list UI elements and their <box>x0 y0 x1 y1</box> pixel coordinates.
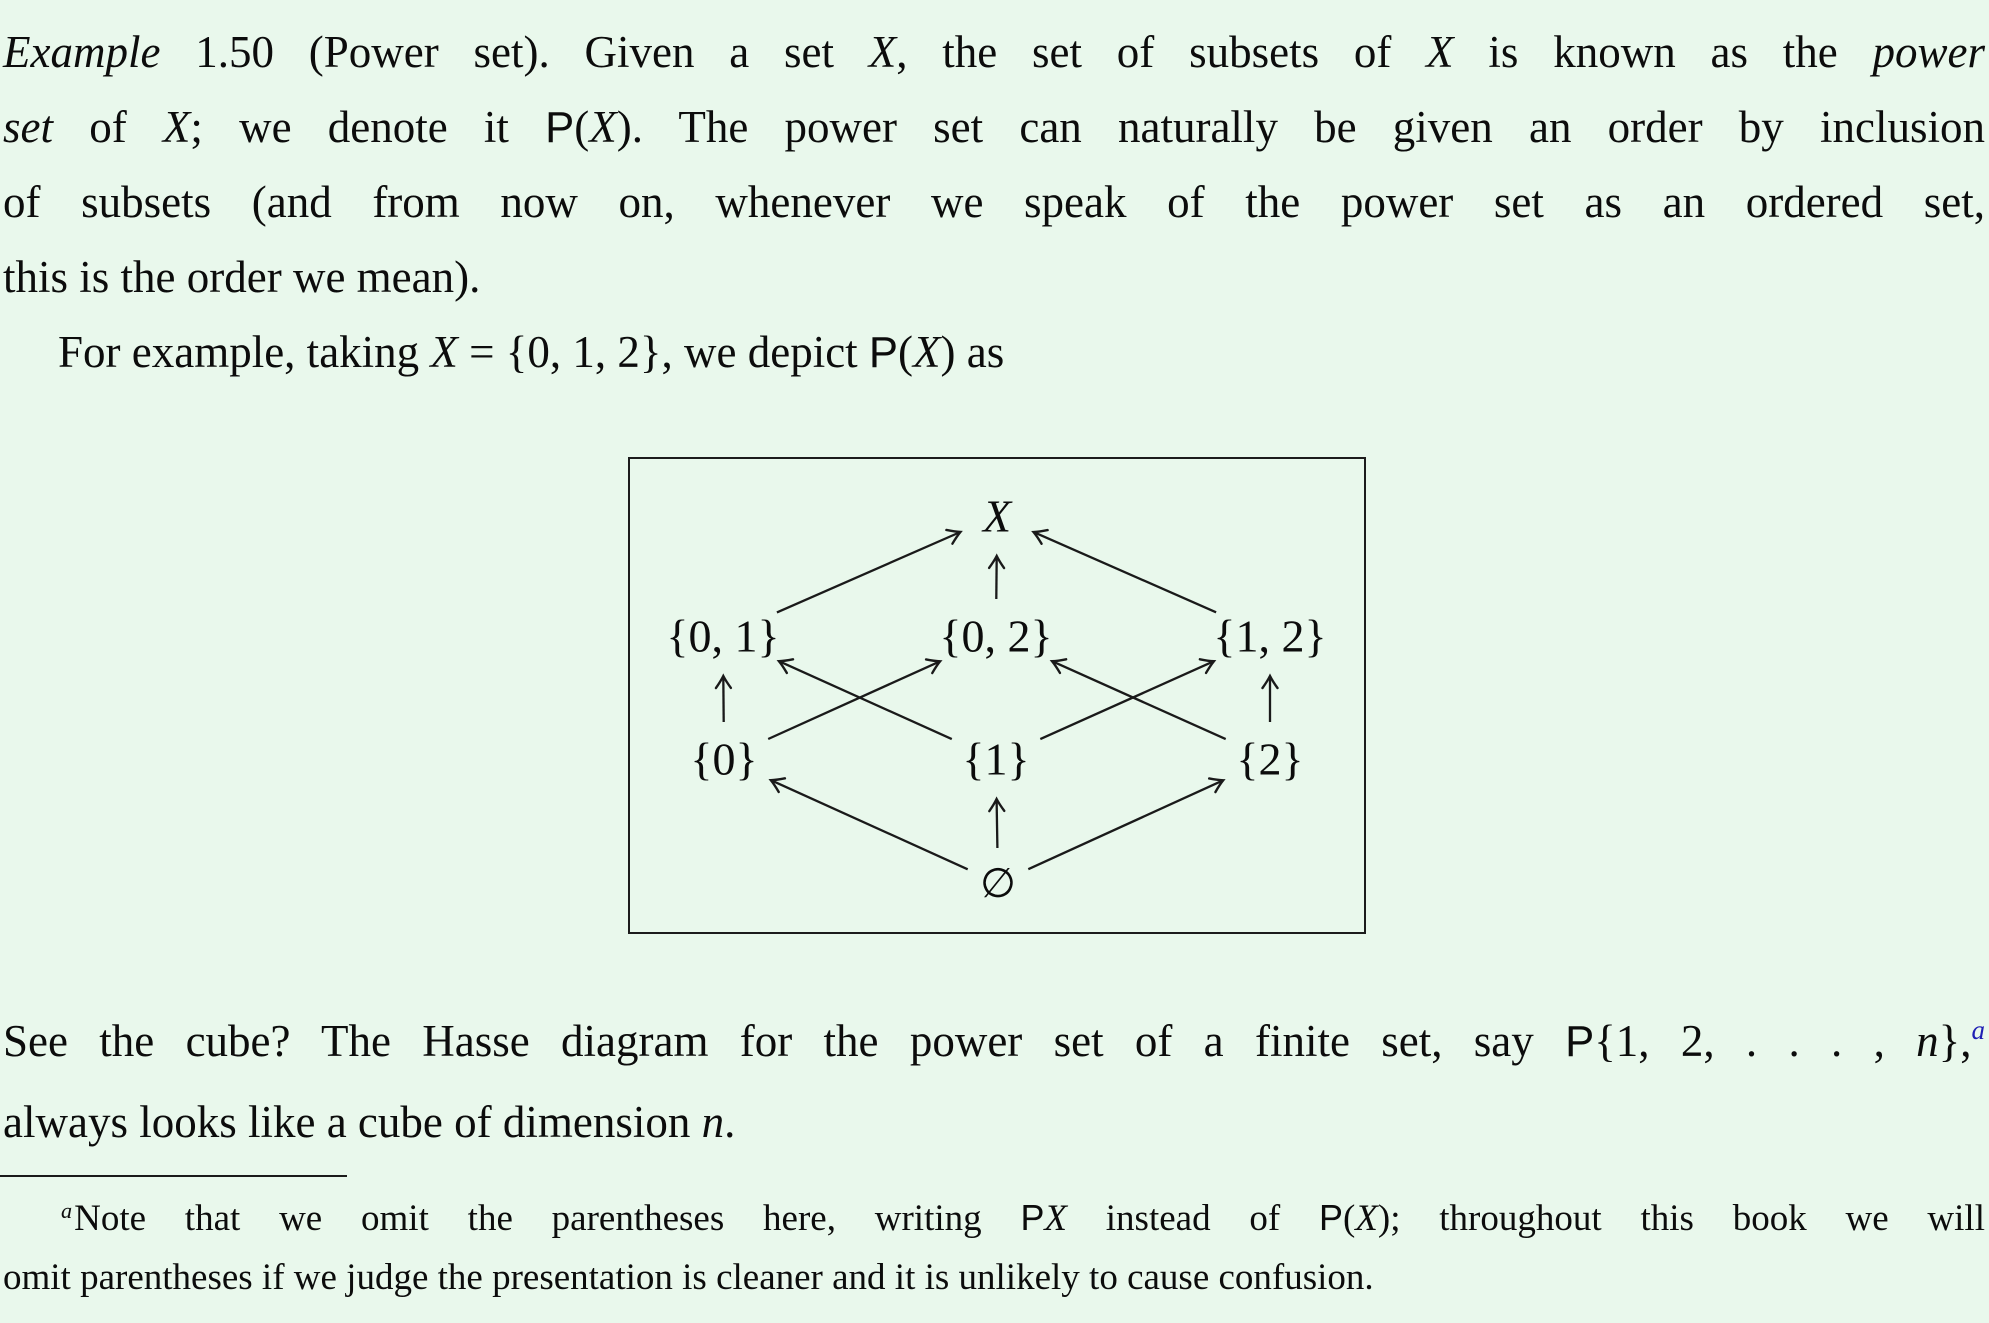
example-line-3 <box>3 165 1985 240</box>
text-segment: X <box>1355 1198 1378 1239</box>
see-cube-line-1 <box>3 1004 1985 1085</box>
text-segment: ( <box>898 327 914 377</box>
footnote-marker-link[interactable]: a <box>1971 1015 1985 1046</box>
text-segment: X <box>589 102 617 152</box>
footnote-marker: a <box>61 1197 73 1223</box>
footnote-line-1 <box>3 1191 1985 1250</box>
inclusion-arrow-s1-to-p01 <box>779 661 952 739</box>
diagram-node-s0: {0} <box>690 733 758 785</box>
text-segment: is known as the <box>1453 27 1873 77</box>
inclusion-arrow-empty-to-s1 <box>997 799 998 848</box>
text-segment: X <box>162 102 191 152</box>
text-segment: of <box>53 102 163 152</box>
text-segment: }, <box>1938 1016 1972 1066</box>
text-segment: omit parentheses if we judge the presentation is cleaner and it is unlikely to cause confusion. <box>3 1257 1374 1298</box>
diagram-node-p12: {1, 2} <box>1213 610 1327 662</box>
footnote-a <box>3 1191 1985 1305</box>
inclusion-arrow-s0-to-p02 <box>768 661 940 739</box>
text-segment: this is the order we mean). <box>3 252 481 302</box>
text-segment: {1, 2, . . . , <box>1594 1016 1917 1066</box>
inclusion-arrow-empty-to-s2 <box>1028 780 1223 869</box>
text-segment: ; we denote it <box>190 102 546 152</box>
for-example-line <box>3 315 1985 390</box>
text-segment: ). The power set can naturally be given an order by inclusion <box>616 102 1985 152</box>
text-segment: Example <box>3 27 161 77</box>
text-segment: Note that we omit the parentheses here, writing <box>74 1198 1021 1239</box>
example-line-4 <box>3 240 1985 315</box>
text-segment: ( <box>574 102 590 152</box>
text-segment: X <box>430 327 458 377</box>
text-segment: P <box>545 103 575 152</box>
text-segment: X <box>1426 27 1454 77</box>
text-segment: of subsets (and from now on, whenever we speak of the power set as an ordered set, <box>3 177 1985 227</box>
paragraph-see-the-cube <box>3 1004 1985 1160</box>
hasse-diagram-box <box>628 457 1366 934</box>
diagram-node-p02: {0, 2} <box>939 610 1053 662</box>
text-segment: ( <box>1342 1198 1356 1239</box>
text-segment: , the set of subsets of <box>896 27 1427 77</box>
diagram-node-s1: {1} <box>962 733 1030 785</box>
text-segment: P <box>1020 1198 1045 1238</box>
footnote-rule <box>0 1175 347 1177</box>
diagram-node-p01: {0, 1} <box>666 610 780 662</box>
footnote-line-2 <box>3 1250 1985 1305</box>
diagram-node-X: X <box>982 490 1012 542</box>
diagram-node-s2: {2} <box>1236 733 1304 785</box>
inclusion-arrow-p01-to-X <box>777 532 961 612</box>
text-segment: X <box>1044 1198 1067 1239</box>
text-segment: P <box>1319 1198 1343 1238</box>
text-segment: 1.50 (Power set). Given a set <box>160 27 869 77</box>
text-segment: See the cube? The Hasse diagram for the power set of a finite set, say <box>3 1016 1566 1066</box>
inclusion-arrow-s1-to-p12 <box>1040 661 1214 739</box>
text-segment: X <box>913 327 941 377</box>
text-segment: X <box>868 27 897 77</box>
hasse-diagram <box>630 459 1364 932</box>
text-segment: P <box>868 328 899 377</box>
paragraph-example-1-50 <box>3 15 1985 390</box>
text-segment: P <box>1565 1017 1595 1066</box>
example-line-2 <box>3 90 1985 165</box>
text-segment: set <box>3 102 53 152</box>
text-segment: n <box>1916 1016 1939 1066</box>
text-segment: instead of <box>1066 1198 1319 1239</box>
text-segment: = {0, 1, 2}, we depict <box>457 327 869 377</box>
text-segment: ) as <box>940 327 1005 377</box>
text-segment: For example, taking <box>58 327 431 377</box>
text-segment: always looks like a cube of dimension <box>3 1097 702 1147</box>
see-cube-line-2 <box>3 1085 1985 1160</box>
example-line-1 <box>3 15 1985 90</box>
inclusion-arrow-s2-to-p02 <box>1052 661 1226 739</box>
inclusion-arrow-empty-to-s0 <box>771 780 968 869</box>
text-segment: ); throughout this book we will <box>1377 1198 1985 1239</box>
text-segment: n <box>701 1097 725 1147</box>
inclusion-arrow-p12-to-X <box>1034 532 1217 612</box>
text-segment: power <box>1872 27 1985 77</box>
diagram-node-empty: ∅ <box>980 859 1016 907</box>
text-segment: . <box>724 1097 736 1147</box>
